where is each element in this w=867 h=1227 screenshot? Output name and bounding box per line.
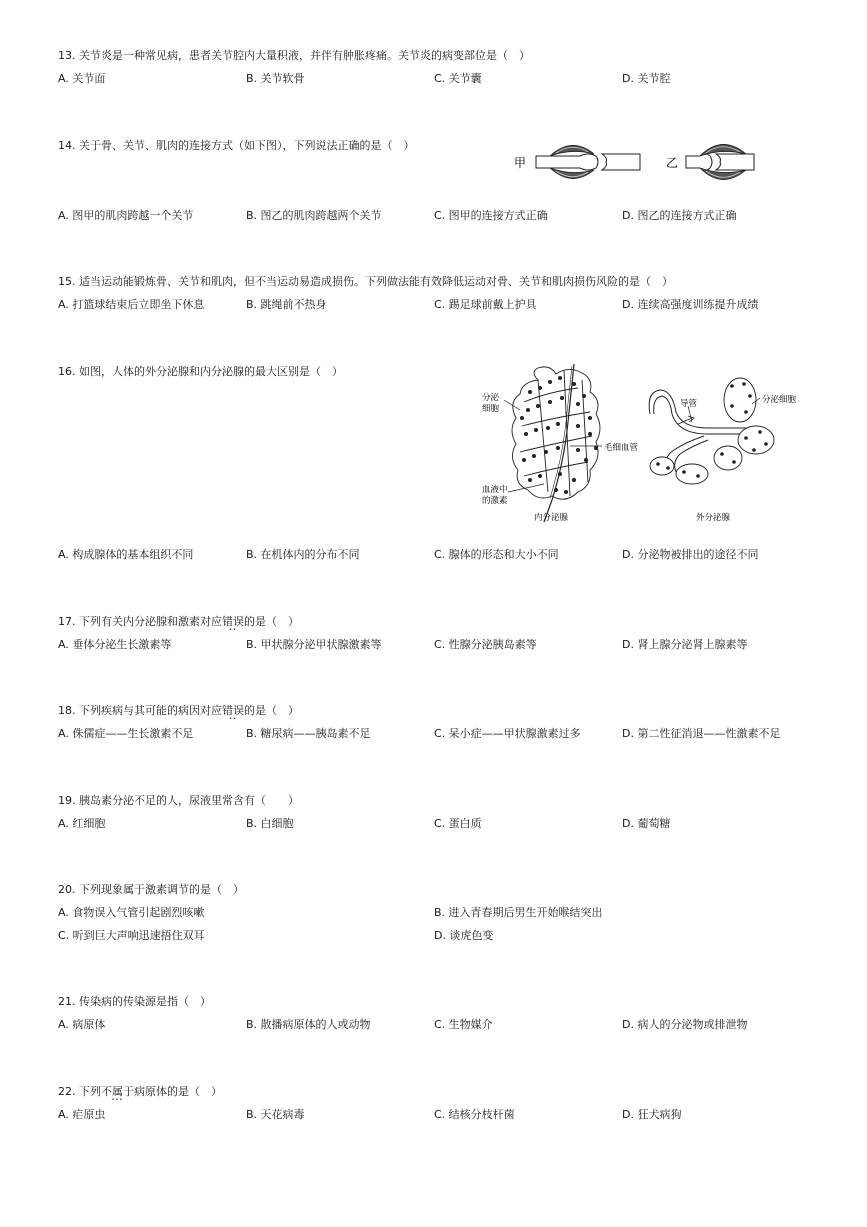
option-c[interactable]: C. 腺体的形态和大小不同 [434,548,559,561]
question-number: 20. [58,883,76,896]
question-text: 胰岛素分泌不足的人，尿液里常含有（ ） [79,794,299,807]
option-a[interactable]: A. 病原体 [58,1018,106,1031]
label-exocrine-gland: 外分泌腺 [696,513,731,523]
option-a[interactable]: A. 侏儒症——生长激素不足 [58,727,194,740]
label-secretory-cell-right: 分泌细胞 [762,395,797,405]
question-text-pre: 下列 [79,1085,101,1098]
option-b[interactable]: B. 在机体内的分布不同 [246,548,360,561]
figure-label-yi: 乙 [666,156,679,170]
option-d[interactable]: D. 病人的分泌物或排泄物 [622,1018,748,1031]
option-c[interactable]: C. 呆小症——甲状腺激素过多 [434,727,581,740]
emphasis-text: 错误 •• [222,615,244,628]
option-d[interactable]: D. 分泌物被排出的途径不同 [622,548,759,561]
option-b[interactable]: B. 进入青春期后男生开始喉结突出 [434,906,603,919]
question-text: 传染病的传染源是指（ ） [79,995,211,1008]
option-c[interactable]: C. 蛋白质 [434,817,482,830]
figure-label-jia: 甲 [514,156,527,170]
label-duct: 导管 [680,399,698,409]
option-c[interactable]: C. 踢足球前戴上护具 [434,298,537,311]
option-a[interactable]: A. 垂体分泌生长激素等 [58,638,172,651]
option-b[interactable]: B. 跳绳前不热身 [246,298,327,311]
question-text: 适当运动能锻炼骨、关节和肌肉，但不当运动易造成损伤。下列做法能有效降低运动对骨、关节和肌肉损伤风险的是（ ） [79,275,673,288]
question-number: 18. [58,704,76,717]
question-number: 19. [58,794,76,807]
label-endocrine-gland: 内分泌腺 [534,513,569,523]
option-a[interactable]: A. 疟原虫 [58,1108,106,1121]
label-secretory-cell-left: 分泌细胞 [482,393,500,414]
label-capillary: 毛细血管 [604,443,639,453]
option-c[interactable]: C. 听到巨大声响迅速捂住双耳 [58,929,205,942]
question-text-post: 的是（ ） [244,615,299,628]
question-text-post: 病原体的是（ ） [134,1085,222,1098]
option-b[interactable]: B. 散播病原体的人或动物 [246,1018,371,1031]
option-d[interactable]: D. 狂犬病狗 [622,1108,682,1121]
option-b[interactable]: B. 图乙的肌肉跨越两个关节 [246,209,382,222]
gland-figure [478,362,808,528]
question-stem [58,47,530,63]
question-text-pre: 下列疾病与其可能的病因对应 [79,704,222,717]
option-c[interactable]: C. 生物媒介 [434,1018,493,1031]
option-d[interactable]: D. 谈虎色变 [434,929,494,942]
question-text: 关于骨、关节、肌肉的连接方式（如下图），下列说法正确的是（ ） [79,139,415,152]
emphasis-text: 不属于 ••• [101,1085,134,1098]
question-text-pre: 下列有关内分泌腺和激素对应 [79,615,222,628]
option-b[interactable]: B. 白细胞 [246,817,294,830]
option-a[interactable]: A. 食物误入气管引起剧烈咳嗽 [58,906,205,919]
option-c[interactable]: C. 性腺分泌胰岛素等 [434,638,537,651]
option-a[interactable]: A. 关节面 [58,72,106,85]
question-text: 下列现象属于激素调节的是（ ） [79,883,244,896]
question-stem [58,993,211,1009]
option-b[interactable]: B. 糖尿病——胰岛素不足 [246,727,371,740]
question-number: 13. [58,49,76,62]
muscle-joint-figure [510,134,755,190]
question-text-post: 的是（ ） [244,704,299,717]
emphasis-text: 错误 •• [222,704,244,717]
option-a[interactable]: A. 打篮球结束后立即坐下休息 [58,298,205,311]
label-blood-hormone: 血液中的激素 [482,485,508,506]
figure-yi-bones [686,154,754,170]
figure-jia-bones [536,154,640,170]
option-c[interactable]: C. 关节囊 [434,72,482,85]
question-number: 21. [58,995,76,1008]
option-d[interactable]: D. 图乙的连接方式正确 [622,209,737,222]
question-number: 17. [58,615,76,628]
option-b[interactable]: B. 关节软骨 [246,72,305,85]
question-text: 如图，人体的外分泌腺和内分泌腺的最大区别是（ ） [79,365,343,378]
option-d[interactable]: D. 连续高强度训练提升成绩 [622,298,759,311]
question-stem [58,1083,222,1099]
option-b[interactable]: B. 天花病毒 [246,1108,305,1121]
question-stem [58,702,299,718]
question-stem [58,613,299,629]
question-stem [58,881,244,897]
question-stem [58,792,299,808]
option-d[interactable]: D. 肾上腺分泌肾上腺素等 [622,638,748,651]
option-a[interactable]: A. 构成腺体的基本组织不同 [58,548,194,561]
option-d[interactable]: D. 葡萄糖 [622,817,671,830]
endocrine-gland-drawing [512,364,600,522]
option-d[interactable]: D. 关节腔 [622,72,671,85]
question-stem [58,137,415,153]
option-c[interactable]: C. 图甲的连接方式正确 [434,209,548,222]
option-c[interactable]: C. 结核分枝杆菌 [434,1108,515,1121]
option-a[interactable]: A. 红细胞 [58,817,106,830]
question-stem [58,273,673,289]
question-number: 15. [58,275,76,288]
question-stem [58,363,343,379]
question-text: 关节炎是一种常见病，患者关节腔内大量积液，并伴有肿胀疼痛。关节炎的病变部位是（ ） [79,49,530,62]
question-number: 16. [58,365,76,378]
question-number: 14. [58,139,76,152]
option-b[interactable]: B. 甲状腺分泌甲状腺激素等 [246,638,382,651]
question-number: 22. [58,1085,76,1098]
option-d[interactable]: D. 第二性征消退——性激素不足 [622,727,781,740]
option-a[interactable]: A. 图甲的肌肉跨越一个关节 [58,209,194,222]
